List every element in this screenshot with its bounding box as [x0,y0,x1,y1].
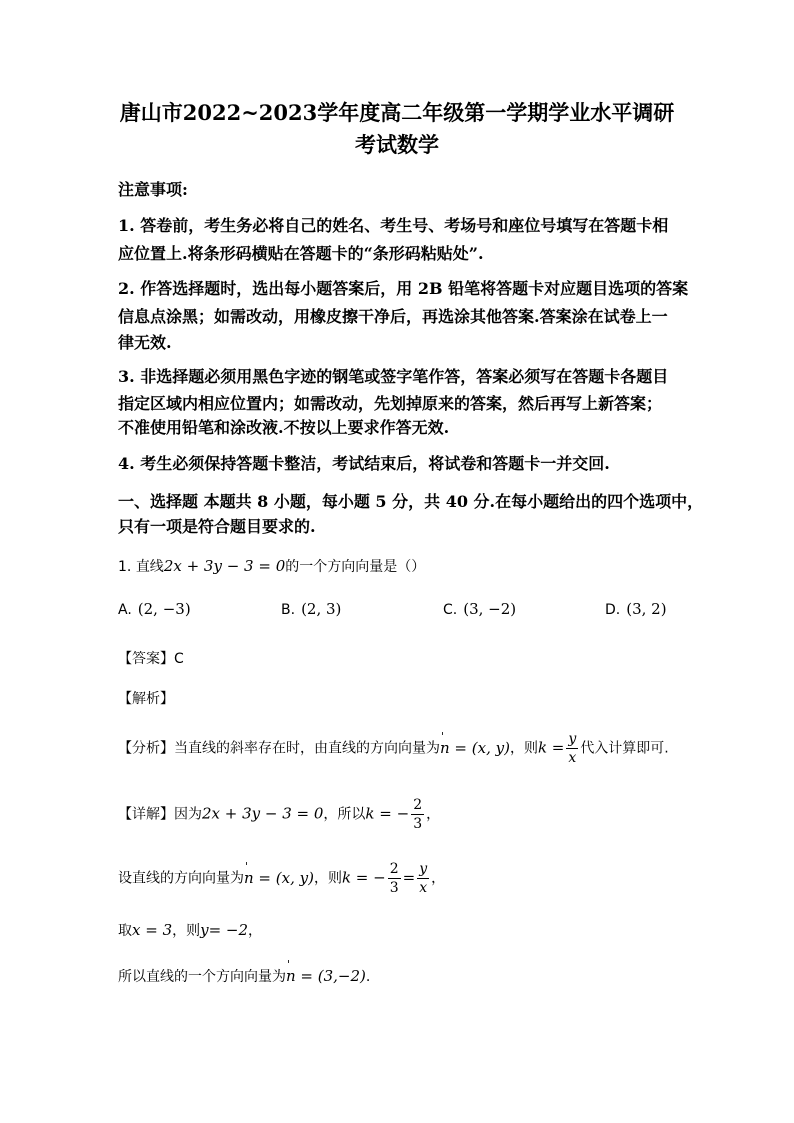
step3-x: x = 3 [132,921,173,939]
step2-text1: 设直线的方向向量为 [118,870,244,887]
option-c [443,600,516,618]
question-number: 1. [118,559,132,575]
notice-item2-line3: 律无效. [118,333,172,352]
option-letter: D. [605,602,621,618]
fraction-numerator: 2 [413,797,423,813]
answer-label: 【答案】 [118,651,174,667]
step2-text2: ，则 [313,870,342,887]
step3-y: y= −2 [200,921,249,939]
step4-vector: ' n = (3,−2) [286,967,366,985]
notice-item2-line1: 2. 作答选择题时，选出每小题答案后，用 2B 铅笔将答题卡对应题目选项的答案 [118,279,689,298]
step2-equals: = [402,868,416,887]
question-1-stem [118,556,425,576]
notice-heading: 注意事项: [118,180,188,199]
step2-fraction2 [417,862,429,895]
step3-line [118,920,262,940]
section-heading-line1: 一、选择题 本题共 8 小题，每小题 5 分，共 40 分.在每小题给出的四个选项中， [118,492,704,511]
option-a [118,600,191,618]
notice-item3-line3: 不准使用铅笔和涂改液.不按以上要求作答无效. [118,418,450,437]
fraction-denominator: x [419,880,428,896]
fraction-denominator: 3 [413,816,423,832]
option-letter: B. [281,602,296,618]
xiangjie-line [118,798,440,831]
step2-fraction1 [388,862,401,895]
fraction-denominator: x [568,750,577,766]
line-equation: 2x + 3y − 3 = 0 [163,557,286,575]
section-heading-line2: 只有一项是符合题目要求的. [118,517,316,536]
xj-equation: 2x + 3y − 3 = 0 [202,804,324,823]
option-value: (2, −3) [137,600,191,618]
xj-text2: ，所以 [323,806,366,823]
option-letter: C. [443,602,458,618]
xj-text1: 因为 [174,806,202,823]
notice-item3-line1: 3. 非选择题必须用黑色字迹的钢笔或签字笔作答，答案必须写在答题卡各题目 [118,367,669,386]
step3-text3: ， [248,923,263,939]
option-letter: A. [118,602,132,618]
step3-text1: 取 [118,923,132,939]
question-prefix: 直线 [135,559,164,575]
step2-line [118,862,445,895]
option-value: (3, −2) [463,600,517,618]
exam-title-line1: 唐山市2022~2023学年度高二年级第一学期学业水平调研 [119,100,675,125]
exam-title-line2: 考试数学 [355,132,439,157]
fenxi-text1: 当直线的斜率存在时，由直线的方向向量为 [174,740,440,757]
xiangjie-label: 【详解】 [118,806,174,823]
step4-line [118,966,370,986]
analysis-label: 【解析】 [118,691,174,707]
option-b [281,600,341,618]
option-value: (3, 2) [626,600,667,618]
notice-item4: 4. 考生必须保持答题卡整洁，考试结束后，将试卷和答题卡一并交回. [118,454,610,473]
question-suffix: 的一个方向向量是（） [285,559,426,575]
fraction-numerator: y [419,861,428,877]
direction-vector: ' n = (x, y) [440,739,510,757]
step2-text3: ， [431,870,446,887]
step3-text2: ，则 [172,923,201,939]
answer-line [118,648,184,668]
answer-value: C [174,651,184,667]
fenxi-text3: 代入计算即可. [580,740,669,757]
fraction-denominator: 3 [389,880,399,896]
xj-slope: k = − [365,804,410,823]
fenxi-line [118,732,669,765]
fraction-numerator: y [568,731,577,747]
notice-item1-line1: 1. 答卷前，考生务必将自己的姓名、考生号、考场号和座位号填写在答题卡相 [118,216,669,235]
step4-text2: . [365,969,371,985]
fraction-numerator: 2 [389,861,399,877]
notice-item2-line2: 信息点涂黑；如需改动，用橡皮擦干净后，再选涂其他答案.答案涂在试卷上一 [118,307,668,326]
step2-vector: ' n = (x, y) [244,869,314,887]
step4-text1: 所以直线的一个方向向量为 [118,969,286,985]
slope-k: k = [537,738,565,757]
fenxi-text2: ，则 [509,740,538,757]
notice-item1-line2: 应位置上.将条形码横贴在答题卡的“条形码粘贴处”. [118,244,484,263]
xj-fraction [411,798,424,831]
notice-item3-line2: 指定区域内相应位置内；如需改动，先划掉原来的答案，然后再写上新答案； [118,394,663,413]
option-value: (2, 3) [301,600,342,618]
xj-text3: ， [426,806,441,823]
option-d [605,600,667,618]
fenxi-label: 【分析】 [118,740,174,757]
step2-slope: k = − [341,868,386,887]
slope-fraction [566,732,578,765]
